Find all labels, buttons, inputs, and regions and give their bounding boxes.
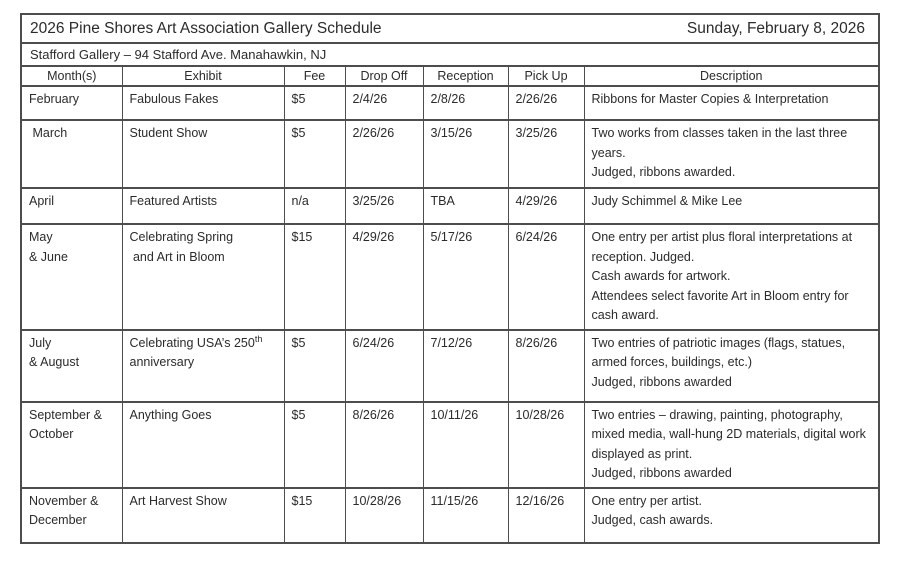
reception-cell: 5/17/26: [423, 224, 508, 330]
pick-up-cell: 10/28/26: [508, 402, 584, 488]
months-cell: March: [22, 120, 122, 188]
description-cell: One entry per artist. Judged, cash awards.: [584, 488, 878, 542]
table-row: [22, 86, 878, 120]
drop-off-cell: 6/24/26: [345, 330, 423, 402]
fee-cell: n/a: [284, 188, 345, 224]
fee-cell: $15: [284, 224, 345, 330]
drop-off-cell: 3/25/26: [345, 188, 423, 224]
column-header: Fee: [284, 67, 345, 86]
exhibit-cell: Celebrating Spring and Art in Bloom: [122, 224, 284, 330]
pick-up-cell: 2/26/26: [508, 86, 584, 120]
description-cell: Two entries – drawing, painting, photography, mixed media, wall-hung 2D materials, digital work displayed as print. Judged, ribbons awarded: [584, 402, 878, 488]
reception-cell: 2/8/26: [423, 86, 508, 120]
fee-cell: $15: [284, 488, 345, 542]
exhibit-cell: Student Show: [122, 120, 284, 188]
description-cell: One entry per artist plus floral interpretations at reception. Judged. Cash awards for artwork. Attendees select favorite Art in Bloom entry for cash award.: [584, 224, 878, 330]
column-header: Reception: [423, 67, 508, 86]
table-row: [22, 330, 878, 402]
schedule-grid: [22, 67, 878, 542]
drop-off-cell: 2/26/26: [345, 120, 423, 188]
pick-up-cell: 3/25/26: [508, 120, 584, 188]
exhibit-cell: Celebrating USA’s 250th anniversary: [122, 330, 284, 402]
months-cell: July & August: [22, 330, 122, 402]
description-cell: Two works from classes taken in the last three years. Judged, ribbons awarded.: [584, 120, 878, 188]
column-header: Drop Off: [345, 67, 423, 86]
months-cell: May & June: [22, 224, 122, 330]
drop-off-cell: 2/4/26: [345, 86, 423, 120]
pick-up-cell: 6/24/26: [508, 224, 584, 330]
description-cell: Two entries of patriotic images (flags, statues, armed forces, buildings, etc.) Judged, ribbons awarded: [584, 330, 878, 402]
column-header: Description: [584, 67, 878, 86]
drop-off-cell: 4/29/26: [345, 224, 423, 330]
description-cell: Judy Schimmel & Mike Lee: [584, 188, 878, 224]
pick-up-cell: 4/29/26: [508, 188, 584, 224]
exhibit-cell: Anything Goes: [122, 402, 284, 488]
fee-cell: $5: [284, 330, 345, 402]
months-cell: September & October: [22, 402, 122, 488]
fee-cell: $5: [284, 402, 345, 488]
column-header: Pick Up: [508, 67, 584, 86]
column-header: Month(s): [22, 67, 122, 86]
reception-cell: 11/15/26: [423, 488, 508, 542]
column-header: Exhibit: [122, 67, 284, 86]
fee-cell: $5: [284, 86, 345, 120]
months-cell: February: [22, 86, 122, 120]
table-row: [22, 402, 878, 488]
description-cell: Ribbons for Master Copies & Interpretation: [584, 86, 878, 120]
table-row: [22, 188, 878, 224]
fee-cell: $5: [284, 120, 345, 188]
reception-cell: TBA: [423, 188, 508, 224]
column-header-row: [22, 67, 878, 86]
table-row: [22, 488, 878, 542]
reception-cell: 7/12/26: [423, 330, 508, 402]
pick-up-cell: 8/26/26: [508, 330, 584, 402]
months-cell: April: [22, 188, 122, 224]
table-row: [22, 120, 878, 188]
header-date: Sunday, February 8, 2026: [686, 19, 865, 37]
table-row: [22, 224, 878, 330]
gallery-schedule-table: [20, 13, 880, 544]
pick-up-cell: 12/16/26: [508, 488, 584, 542]
exhibit-cell: Featured Artists: [122, 188, 284, 224]
drop-off-cell: 8/26/26: [345, 402, 423, 488]
page-title: 2026 Pine Shores Art Association Gallery Schedule: [30, 19, 382, 37]
reception-cell: 3/15/26: [423, 120, 508, 188]
schedule-body: [22, 86, 878, 542]
exhibit-cell: Fabulous Fakes: [122, 86, 284, 120]
title-row: [22, 15, 878, 44]
reception-cell: 10/11/26: [423, 402, 508, 488]
drop-off-cell: 10/28/26: [345, 488, 423, 542]
exhibit-cell: Art Harvest Show: [122, 488, 284, 542]
gallery-address: Stafford Gallery – 94 Stafford Ave. Manahawkin, NJ: [22, 44, 878, 67]
months-cell: November & December: [22, 488, 122, 542]
